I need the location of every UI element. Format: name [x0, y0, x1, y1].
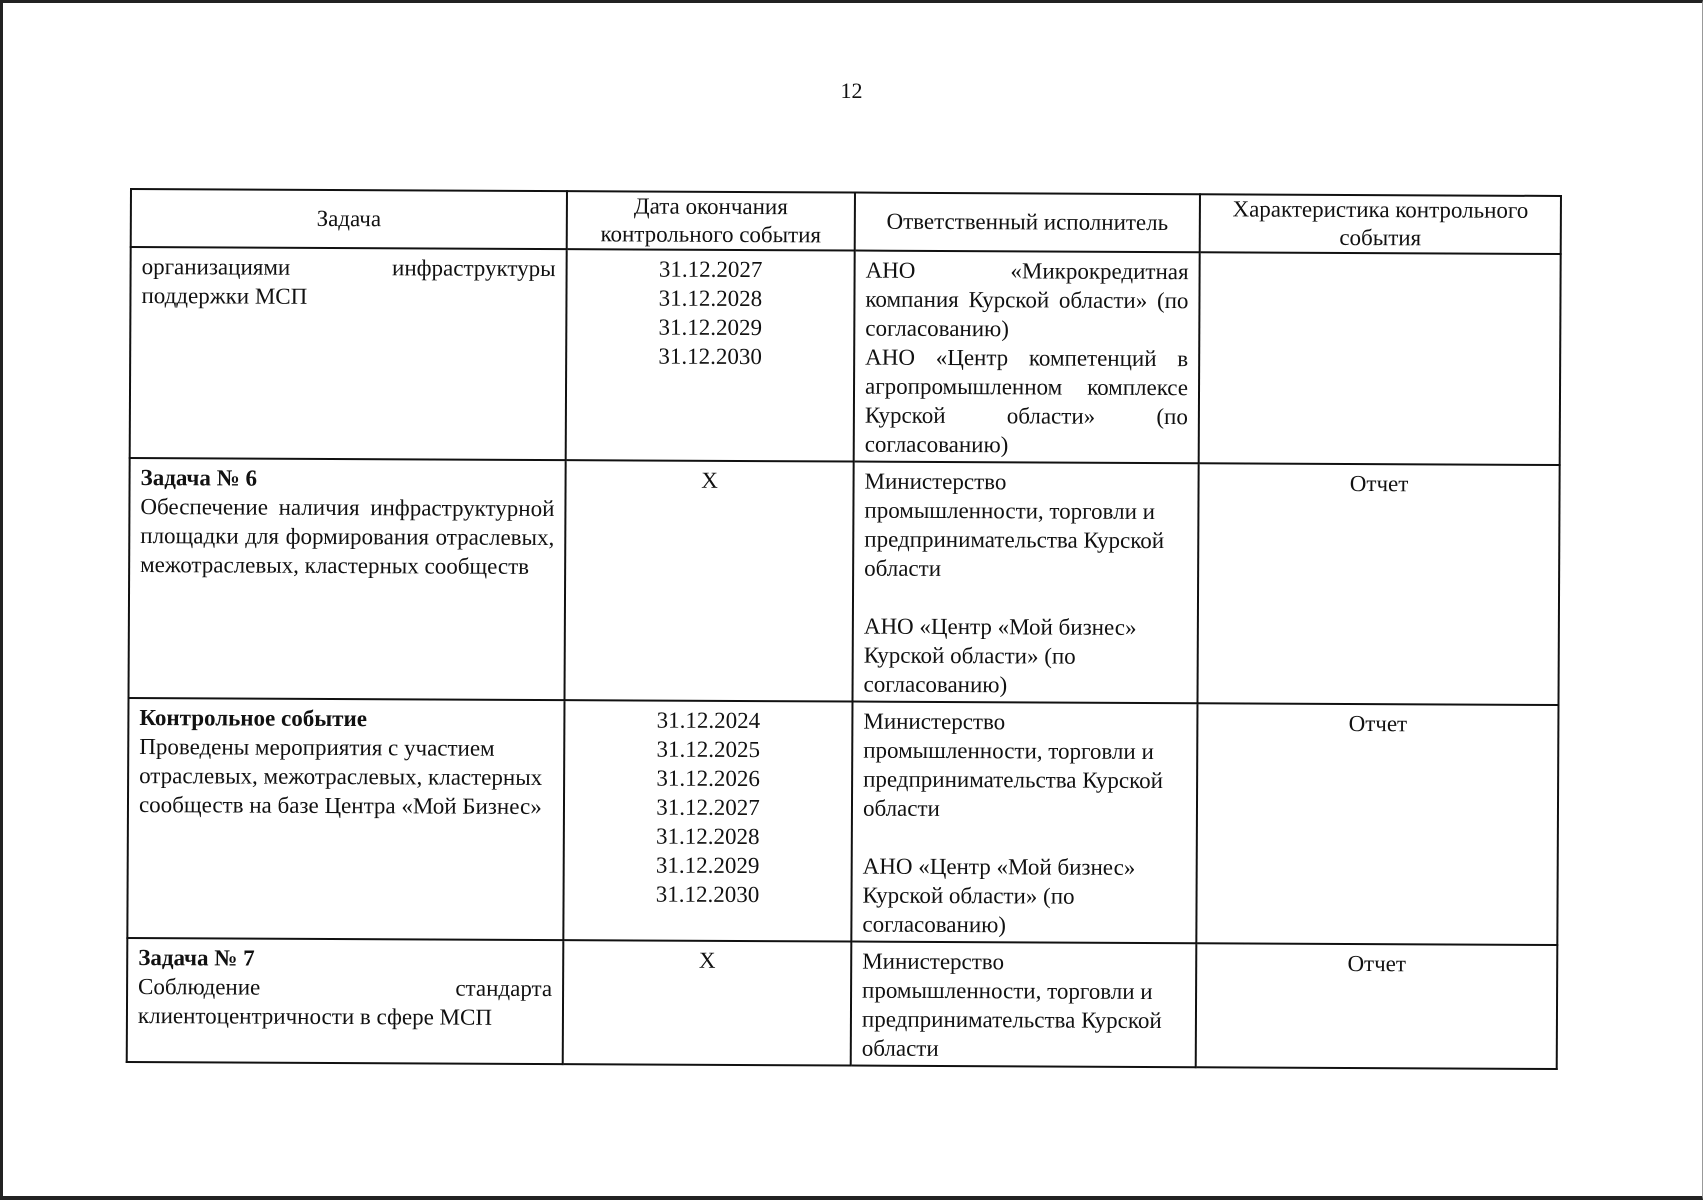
- end-date: 31.12.2027: [656, 794, 760, 821]
- executor-name: АНО «Центр компетенций в агропромышленном комплексе Курской области» (по согласованию): [864, 344, 1189, 458]
- end-date: 31.12.2028: [656, 823, 760, 850]
- date-cell: [566, 249, 855, 461]
- table-row: [130, 247, 1561, 465]
- table-row: [127, 938, 1558, 1069]
- end-date: 31.12.2026: [656, 765, 760, 792]
- task-text: Проведены мероприятия с участием отраслевых, межотраслевых, кластерных сообществ на базе Центра «Мой Бизнес»: [138, 734, 543, 820]
- date-cell: [563, 700, 852, 941]
- end-date: 31.12.2027: [658, 256, 763, 283]
- end-date: 31.12.2024: [656, 707, 761, 734]
- task-cell: [127, 698, 564, 940]
- end-date: 31.12.2029: [658, 314, 763, 341]
- task-cell: [130, 247, 567, 460]
- characteristic-cell: Отчет: [1197, 463, 1559, 705]
- executor-cell: [852, 462, 1198, 704]
- characteristic-cell: [1199, 252, 1561, 465]
- table-row: [129, 458, 1560, 705]
- page-number: 12: [840, 78, 863, 103]
- task-text: организациями инфраструктуры поддержки МСП: [141, 254, 556, 309]
- executor-name: Министерство промышленности, торговли и предпринимательства Курской области: [862, 708, 1163, 821]
- executor-cell: [851, 702, 1197, 944]
- end-date: 31.12.2028: [658, 285, 763, 312]
- executor-name: АНО «Центр «Мой бизнес» Курской области» (по согласованию): [863, 613, 1137, 698]
- executor-name: Министерство промышленности, торговли и предпринимательства Курской области: [864, 468, 1165, 581]
- executor-cell: [851, 942, 1197, 1068]
- executor-name: Министерство промышленности, торговли и предпринимательства Курской области: [861, 948, 1162, 1061]
- characteristic-cell: Отчет: [1196, 943, 1558, 1069]
- task-title: Задача № 7: [138, 945, 255, 971]
- end-date: 31.12.2029: [655, 852, 760, 879]
- task-cell: [127, 938, 564, 1064]
- header-task: Задача: [131, 189, 567, 249]
- date-cell: Х: [563, 940, 852, 1065]
- spacer: [864, 583, 1187, 614]
- task-text: Обеспечение наличия инфраструктурной площадки для формирования отраслевых, межотраслевых, кластерных сообществ: [140, 494, 555, 579]
- header-executor: Ответственный исполнитель: [855, 193, 1200, 253]
- task-title: Контрольное событие: [139, 705, 368, 732]
- spacer: [863, 823, 1186, 854]
- header-end-date: Дата окончания контрольного события: [567, 191, 855, 250]
- characteristic-cell: Отчет: [1196, 703, 1558, 945]
- executor-name: АНО «Центр «Мой бизнес» Курской области» (по согласованию): [862, 853, 1136, 938]
- executor-cell: [854, 251, 1200, 464]
- date-cell: Х: [565, 460, 854, 701]
- header-characteristic: Характеристика контрольного события: [1200, 194, 1561, 254]
- end-date: 31.12.2030: [658, 343, 762, 370]
- task-cell: [129, 458, 566, 700]
- control-events-table: [126, 188, 1562, 1070]
- executor-name: АНО «Микрокредитная компания Курской области» (по согласованию): [865, 257, 1189, 342]
- table-row: [127, 698, 1558, 945]
- task-text: Соблюдение стандарта клиентоцентричности в сфере МСП: [137, 974, 553, 1030]
- end-date: 31.12.2030: [655, 881, 760, 908]
- table-header-row: [131, 189, 1561, 254]
- end-date: 31.12.2025: [656, 736, 761, 763]
- task-title: Задача № 6: [140, 465, 258, 491]
